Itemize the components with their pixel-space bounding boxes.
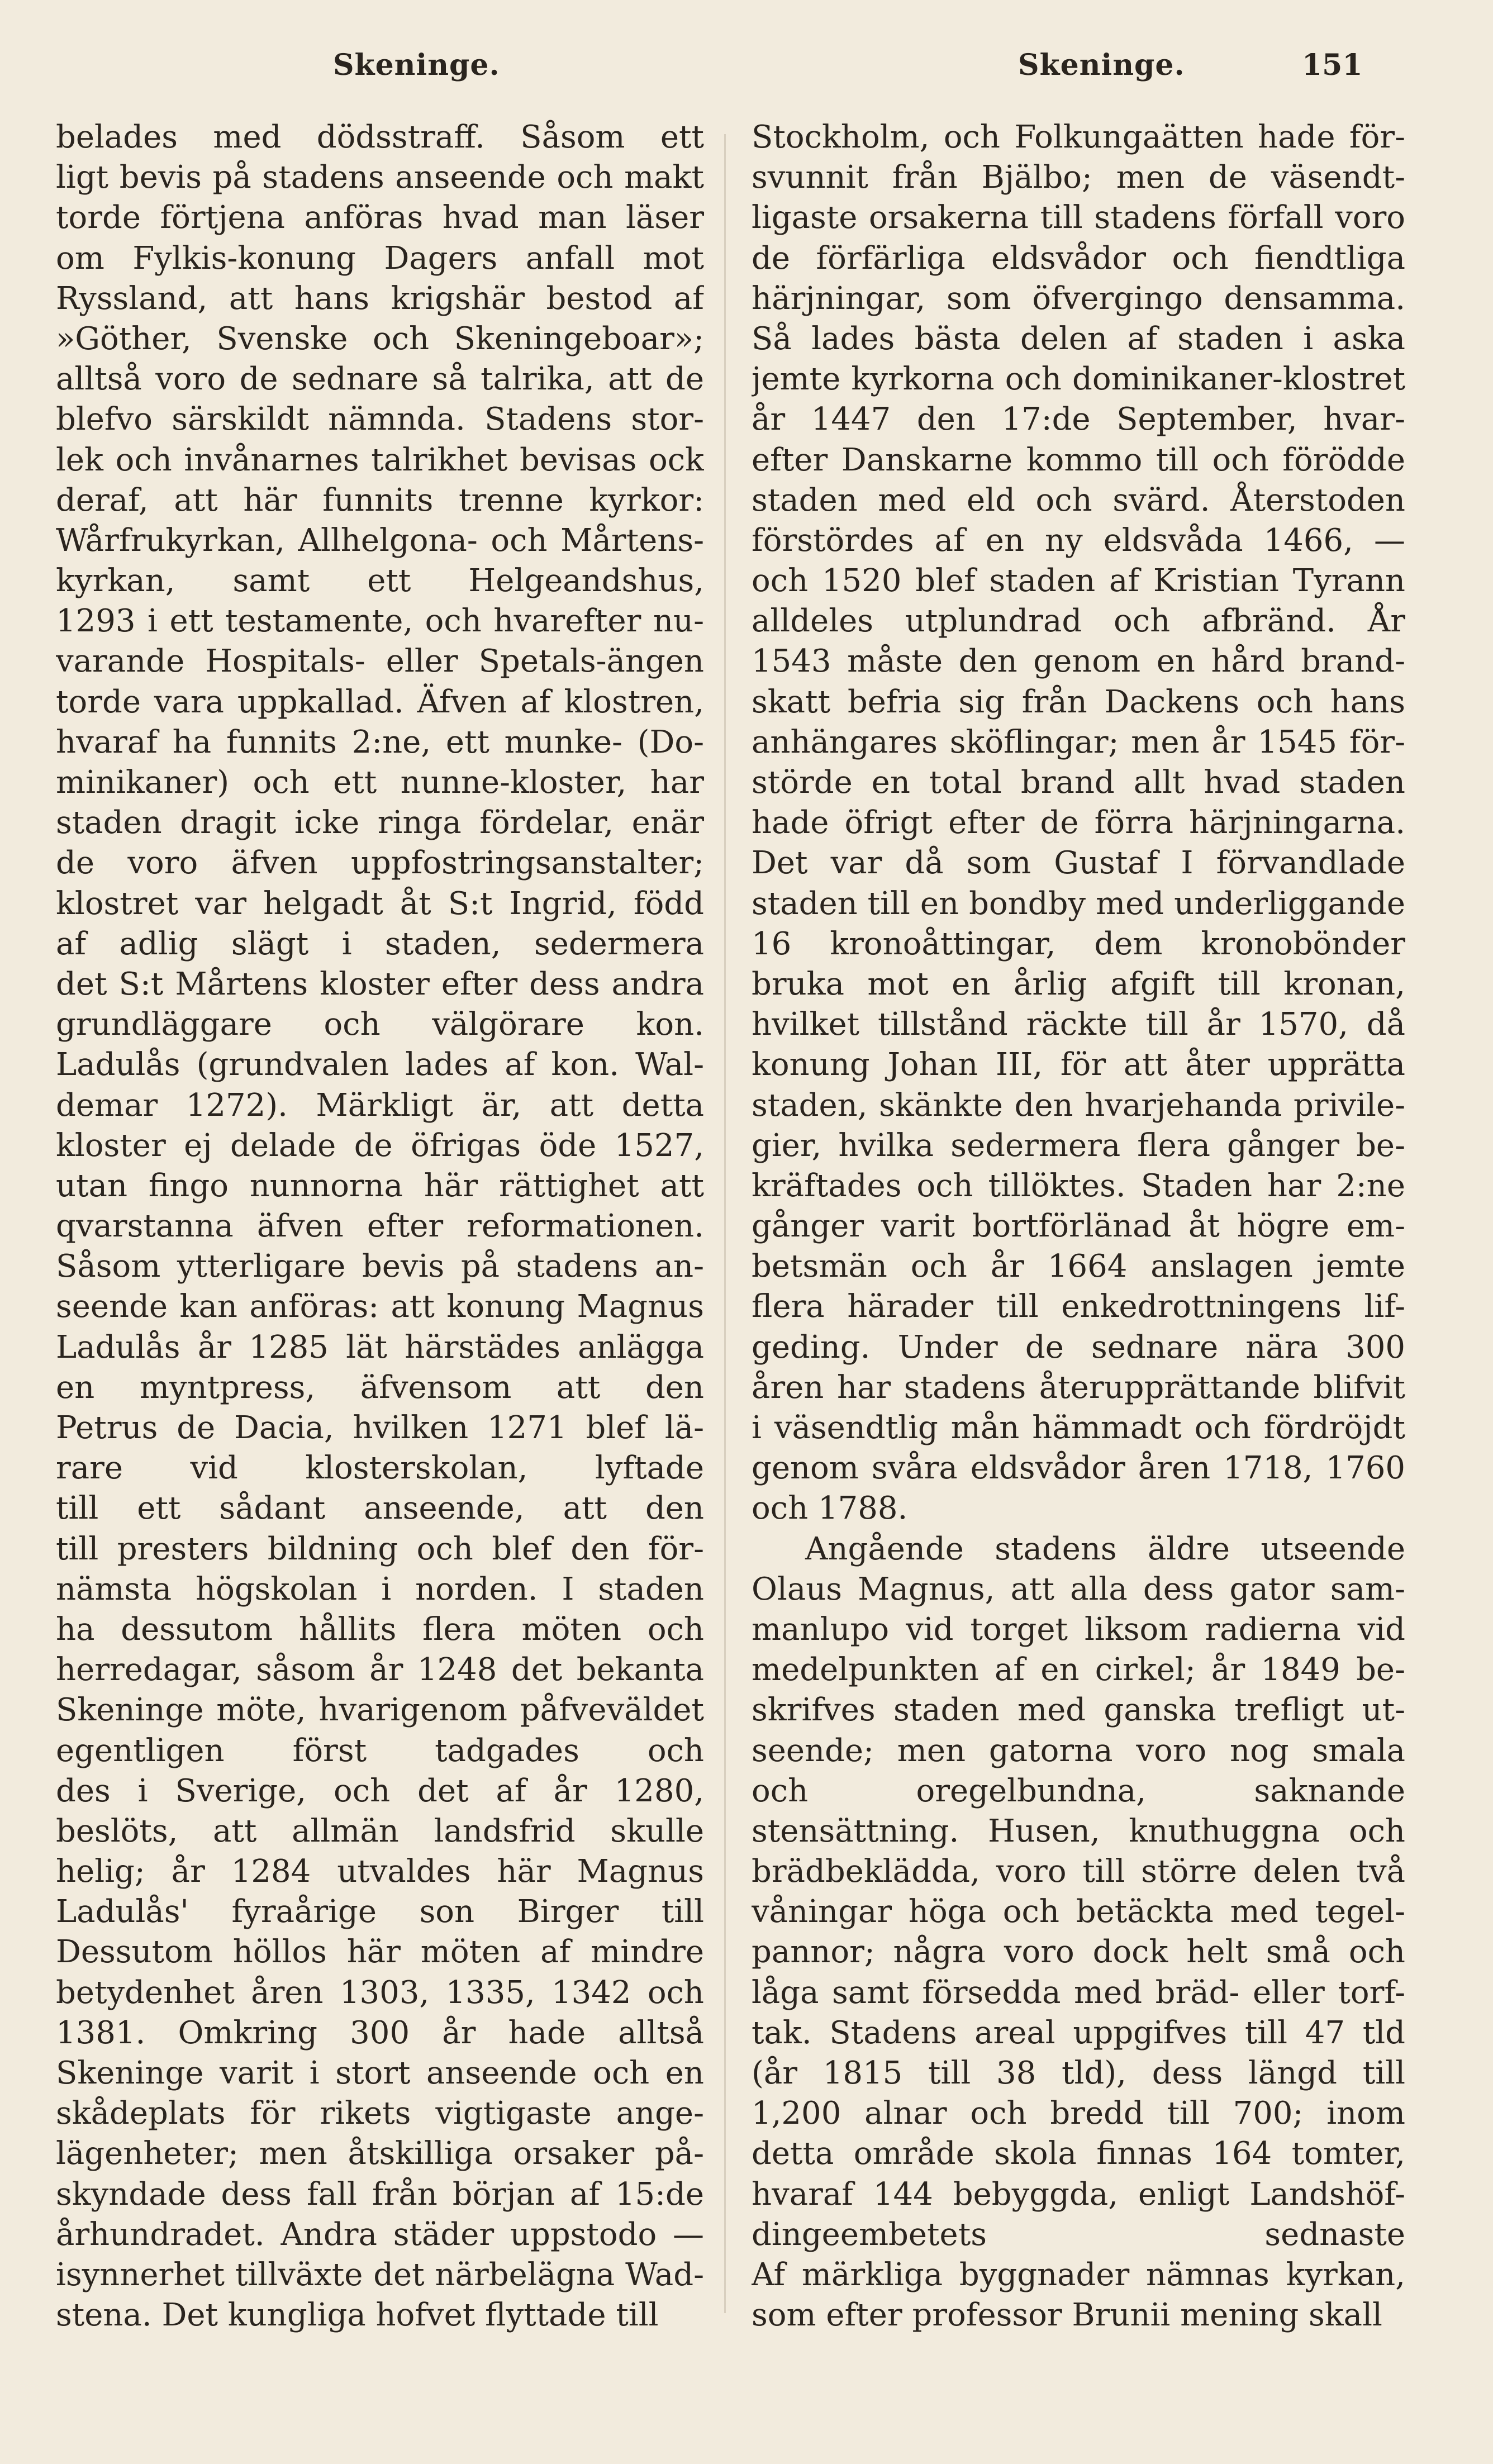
text-line: de förfärliga eldsvådor och fiendtliga (752, 240, 1405, 277)
right-text-column (752, 117, 1405, 2352)
text-line: hade öfrigt efter de förra härjningarna. (752, 805, 1405, 841)
text-line: till presters bildning och blef den för- (56, 1530, 704, 1567)
text-line: hvilket tillstånd räckte till år 1570, då (752, 1006, 1405, 1043)
text-line: minikaner) och ett nunne-kloster, har (56, 764, 704, 801)
text-line: våningar höga och betäckta med tegel- (752, 1894, 1405, 1930)
text-line: pannor; några voro dock helt små och (752, 1934, 1405, 1971)
running-head-left: Skeninge. (333, 48, 500, 82)
text-line: brädbeklädda, voro till större delen två (752, 1853, 1405, 1890)
text-line: rare vid klosterskolan, lyftade (56, 1450, 704, 1487)
text-line: utan fingo nunnorna här rättighet att (56, 1167, 704, 1204)
text-line: herredagar, såsom år 1248 det bekanta (56, 1652, 704, 1688)
text-line: betsmän och år 1664 anslagen jemte (752, 1248, 1405, 1285)
text-line: anhängares sköflingar; men år 1545 för- (752, 724, 1405, 760)
running-head-right: Skeninge. (1018, 48, 1185, 82)
text-line: Petrus de Dacia, hvilken 1271 blef lä- (56, 1410, 704, 1446)
text-line: 16 kronoåttingar, dem kronobönder (752, 925, 1405, 962)
text-line: demar 1272). Märkligt är, att detta (56, 1087, 704, 1124)
text-line: (år 1815 till 38 tld), dess längd till (752, 2055, 1405, 2092)
text-line: Angående stadens äldre utseende (805, 1530, 1405, 1567)
text-line: Ladulås' fyraårige son Birger till (56, 1894, 704, 1930)
text-line: konung Johan III, för att åter upprätta (752, 1047, 1405, 1083)
text-line: Det var då som Gustaf I förvandlade (752, 845, 1405, 882)
text-line: härjningar, som öfvergingo densamma. (752, 280, 1405, 317)
text-line: hvaraf ha funnits 2:ne, ett munke- (Do- (56, 724, 704, 760)
text-line: ligt bevis på stadens anseende och makt (56, 159, 704, 196)
text-line: alldeles utplundrad och afbränd. År (752, 603, 1405, 640)
text-line: Ladulås (grundvalen lades af kon. Wal- (56, 1047, 704, 1083)
text-line: deraf, att här funnits trenne kyrkor: (56, 482, 704, 519)
text-line: des i Sverige, och det af år 1280, (56, 1772, 704, 1809)
page-header (0, 48, 1493, 98)
text-line: 1381. Omkring 300 år hade alltså (56, 2014, 704, 2051)
text-line: skatt befria sig från Dackens och hans (752, 683, 1405, 720)
text-line: och 1788. (752, 1490, 908, 1527)
text-line: efter Danskarne kommo till och förödde (752, 441, 1405, 478)
text-line: åren har stadens återupprättande blifvit (752, 1369, 1405, 1406)
text-line: 1293 i ett testamente, och hvarefter nu- (56, 603, 704, 640)
text-line: medelpunkten af en cirkel; år 1849 be- (752, 1652, 1405, 1688)
text-line: betydenhet åren 1303, 1335, 1342 och (56, 1974, 704, 2011)
text-line: skådeplats för rikets vigtigaste ange- (56, 2095, 704, 2132)
text-line: Stockholm, och Folkungaätten hade för- (752, 119, 1405, 155)
text-line: i väsendtlig mån hämmadt och fördröjdt (752, 1410, 1405, 1446)
text-line: tak. Stadens areal uppgifves till 47 tld (752, 2014, 1405, 2051)
text-line: till ett sådant anseende, att den (56, 1490, 704, 1527)
text-line: manlupo vid torget liksom radierna vid (752, 1611, 1405, 1648)
text-line: störde en total brand allt hvad staden (752, 764, 1405, 801)
text-line: staden dragit icke ringa fördelar, enär (56, 805, 704, 841)
left-text-column (56, 117, 704, 2352)
text-line: genom svåra eldsvådor åren 1718, 1760 (752, 1450, 1405, 1487)
text-line: egentligen först tadgades och (56, 1732, 704, 1769)
text-line: geding. Under de sednare nära 300 (752, 1329, 1405, 1366)
text-line: Dessutom höllos här möten af mindre (56, 1934, 704, 1971)
text-line: jemte kyrkorna och dominikaner-klostret (752, 361, 1405, 398)
text-line: svunnit från Bjälbo; men de väsendt- (752, 159, 1405, 196)
text-line: flera härader till enkedrottningens lif- (752, 1288, 1405, 1325)
text-line: klostret var helgadt åt S:t Ingrid, född (56, 885, 704, 922)
text-line: staden med eld och svärd. Återstoden (752, 482, 1405, 519)
text-line: hvaraf 144 bebyggda, enligt Landshöf- (752, 2176, 1405, 2213)
text-line: de voro äfven uppfostringsanstalter; (56, 845, 704, 882)
text-line: seende kan anföras: att konung Magnus (56, 1288, 704, 1325)
text-line: och 1520 blef staden af Kristian Tyrann (752, 563, 1405, 600)
text-line: helig; år 1284 utvaldes här Magnus (56, 1853, 704, 1890)
text-line: torde förtjena anföras hvad man läser (56, 199, 704, 236)
text-line: år 1447 den 17:de September, hvar- (752, 401, 1405, 438)
text-line: gånger varit bortförlänad åt högre em- (752, 1208, 1405, 1245)
text-line: förstördes af en ny eldsvåda 1466, — (752, 522, 1405, 559)
text-line: staden, skänkte den hvarjehanda privile- (752, 1087, 1405, 1124)
text-line: skyndade dess fall från början af 15:de (56, 2176, 704, 2213)
text-line: Skeninge varit i stort anseende och en (56, 2055, 704, 2091)
text-line: stensättning. Husen, knuthuggna och (752, 1813, 1405, 1849)
page-number: 151 (1302, 48, 1363, 82)
text-line: Af märkliga byggnader nämnas kyrkan, (752, 2256, 1405, 2293)
text-line: gier, hvilka sedermera flera gånger be- (752, 1127, 1405, 1164)
text-line: om Fylkis-konung Dagers anfall mot (56, 240, 704, 277)
text-line: ha dessutom hållits flera möten och (56, 1611, 704, 1648)
text-line: »Göther, Svenske och Skeningeboar»; (56, 320, 704, 357)
text-line: ligaste orsakerna till stadens förfall voro (752, 199, 1405, 236)
text-line: Ryssland, att hans krigshär bestod af (56, 280, 704, 317)
text-line: af adlig slägt i staden, sedermera (56, 925, 704, 962)
text-line: skrifves staden med ganska trefligt ut- (752, 1692, 1405, 1729)
text-line: Wårfrukyrkan, Allhelgona- och Mårtens- (56, 522, 704, 559)
text-line: seende; men gatorna voro nog smala (752, 1732, 1405, 1769)
text-line: kyrkan, samt ett Helgeandshus, (56, 563, 704, 600)
text-line: bruka mot en årlig afgift till kronan, (752, 965, 1405, 1002)
text-line: 1543 måste den genom en hård brand- (752, 643, 1405, 680)
text-line: Ladulås år 1285 lät härstädes anlägga (56, 1329, 704, 1366)
text-line: det S:t Mårtens kloster efter dess andra (56, 965, 704, 1002)
text-line: qvarstanna äfven efter reformationen. (56, 1208, 704, 1245)
text-line: isynnerhet tillväxte det närbelägna Wad- (56, 2256, 704, 2293)
text-line: blefvo särskildt nämnda. Stadens stor- (56, 401, 704, 438)
text-line: Såsom ytterligare bevis på stadens an- (56, 1248, 704, 1285)
text-line: 1,200 alnar och bredd till 700; inom (752, 2095, 1405, 2132)
text-line: belades med dödsstraff. Såsom ett (56, 119, 704, 155)
text-line: stena. Det kungliga hofvet flyttade till (56, 2297, 659, 2334)
text-line: en myntpress, äfvensom att den (56, 1369, 704, 1406)
text-line: och oregelbundna, saknande (752, 1772, 1405, 1809)
text-line: lek och invånarnes talrikhet bevisas ock (56, 441, 704, 478)
column-divider (724, 134, 726, 2313)
text-line: torde vara uppkallad. Äfven af klostren, (56, 683, 704, 720)
text-line: kräftades och tillöktes. Staden har 2:ne (752, 1167, 1405, 1204)
text-line: lägenheter; men åtskilliga orsaker på- (56, 2135, 704, 2172)
text-line: beslöts, att allmän landsfrid skulle (56, 1813, 704, 1849)
text-line: varande Hospitals- eller Spetals-ängen (56, 643, 704, 680)
text-line: dingeembetets sednaste (752, 2216, 1405, 2253)
text-line: Olaus Magnus, att alla dess gator sam- (752, 1571, 1405, 1607)
text-line: Så lades bästa delen af staden i aska (752, 320, 1405, 357)
text-line: kloster ej delade de öfrigas öde 1527, (56, 1127, 704, 1164)
text-line: grundläggare och välgörare kon. (56, 1006, 704, 1043)
text-line: som efter professor Brunii mening skall (752, 2297, 1382, 2334)
text-line: låga samt försedda med bräd- eller torf- (752, 1974, 1405, 2011)
text-line: Skeninge möte, hvarigenom påfveväldet (56, 1692, 704, 1729)
text-line: detta område skola finnas 164 tomter, (752, 2135, 1405, 2172)
text-line: nämsta högskolan i norden. I staden (56, 1571, 704, 1607)
text-line: staden till en bondby med underliggande (752, 885, 1405, 922)
text-line: alltså voro de sednare så talrika, att de (56, 361, 704, 398)
text-line: århundradet. Andra städer uppstodo — (56, 2216, 704, 2253)
